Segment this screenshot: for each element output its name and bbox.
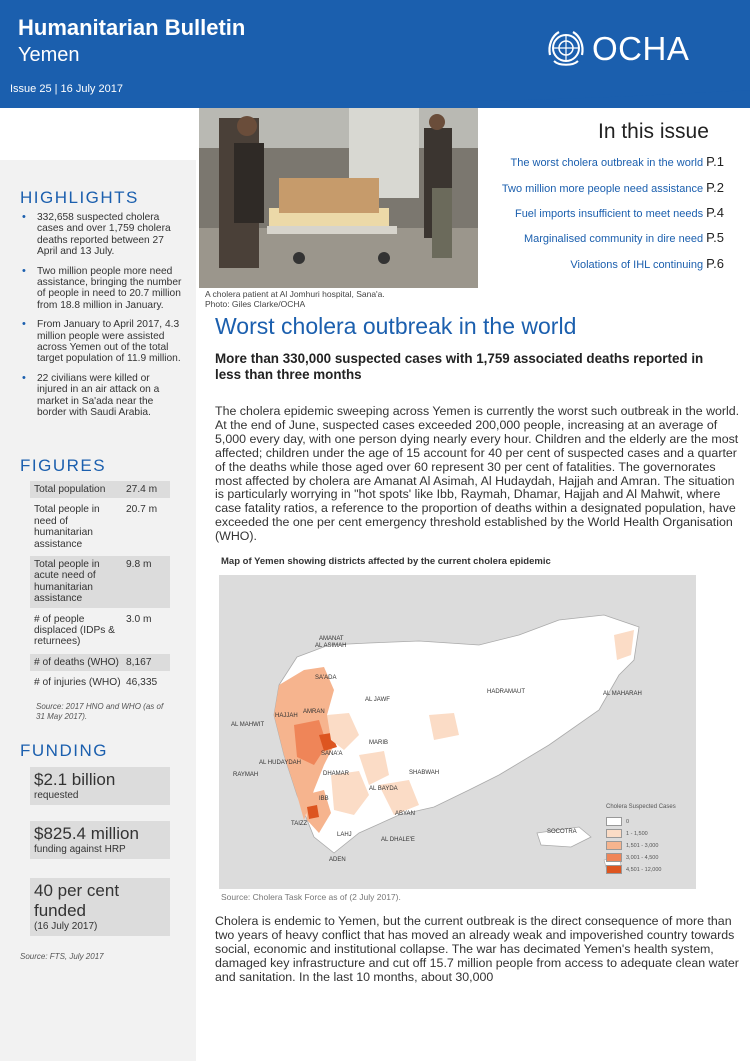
issue-link-page: P.5 [706, 230, 724, 245]
map-label: SHABWAH [409, 770, 440, 776]
issue-link-label: Fuel imports insufficient to meet needs [514, 208, 704, 220]
legend-range: 1 - 1,500 [626, 830, 648, 837]
issue-link-fuel[interactable] [515, 205, 724, 220]
map-label: ADEN [329, 857, 346, 863]
issue-link-page: P.6 [706, 256, 724, 271]
table-row [30, 556, 170, 608]
highlights-list [20, 212, 182, 427]
funding-caption: funding against HRP [34, 844, 126, 855]
legend-swatch [606, 853, 622, 862]
legend-swatch [606, 817, 622, 826]
map-label: LAHJ [337, 832, 352, 838]
in-this-issue-heading: In this issue [598, 120, 709, 143]
cholera-patient-photo [199, 108, 478, 288]
map-label: AL BAYDA [369, 786, 398, 792]
figure-label: Total people in acute need of humanitarian assistance [34, 559, 100, 605]
table-row [30, 501, 170, 553]
highlights-heading: HIGHLIGHTS [20, 188, 139, 207]
un-emblem-icon [545, 27, 587, 69]
legend-range: 1,501 - 3,000 [626, 842, 659, 849]
funding-amount: $2.1 billion [34, 770, 116, 789]
issue-link-page: P.4 [706, 205, 724, 220]
table-row [30, 611, 170, 651]
funding-amount: 40 per cent funded [34, 881, 120, 920]
map-label: AL ASIMAH [315, 643, 347, 649]
figure-value: 20.7 m [126, 504, 158, 516]
funding-requested-box [30, 767, 170, 805]
legend-range: 3,001 - 4,500 [626, 854, 659, 861]
issue-link-marginalised[interactable] [524, 230, 724, 245]
legend-range: 0 [626, 818, 630, 825]
funding-amount: $825.4 million [34, 824, 139, 843]
legend-item [606, 853, 658, 862]
map-label: AL DHALE'E [381, 837, 415, 843]
list-item: • 332,658 suspected cholera cases and over 1,759 cholera deaths reported between 27 April and 13 July. [20, 212, 182, 258]
figure-label: Total population [34, 484, 106, 495]
ocha-logo-text: OCHA [592, 30, 690, 67]
legend-item [606, 829, 648, 838]
issue-link-cholera[interactable] [510, 154, 724, 169]
funding-caption: (16 July 2017) [34, 921, 98, 932]
funding-source: Source: FTS, July 2017 [20, 952, 104, 961]
issue-link-label: Violations of IHL continuing [570, 259, 704, 271]
map-legend-title: Cholera Suspected Cases [606, 804, 676, 810]
table-row [30, 481, 170, 498]
photo-caption [205, 289, 465, 309]
figure-value: 9.8 m [126, 559, 152, 571]
map-source: Source: Cholera Task Force as of (2 July 2017). [221, 892, 401, 902]
issue-link-page: P.2 [706, 180, 724, 195]
funding-received-box [30, 821, 170, 859]
bulletin-title: Humanitarian Bulletin [18, 15, 246, 40]
legend-item [606, 841, 658, 850]
map-label: AMRAN [303, 709, 325, 715]
article-paragraph: The cholera epidemic sweeping across Yemen is currently the worst such outbreak in the world. At the end of June, suspected cases exceeded 200,000 people, increasing at an average of 5,000 every day, with one person dying nearly every hour. Children and the elderly are the most affected; children under the age of 15 account for 40 per cent of suspected cases and a quarter of the deaths while those aged over 60 represent 30 per cent of fatalities. The governorates most affected by cholera are Amanat Al Asimah, Al Hudaydah, Hajjah and Amran. The situation is particularly worrying in "hot spots' like Ibb, Raymah, Dhamar, Hajjah and Al Mahwit, where case fatality ratios, a reference to the proportion of deaths within a designated population, have exceeded the one per cent emergency threshold established by the World Health Organisation (WHO). [215, 404, 740, 544]
map-label: SA'ADA [315, 675, 337, 681]
figure-label: # of injuries (WHO) [34, 677, 121, 689]
cholera-map [219, 575, 696, 889]
map-label: HADRAMAUT [487, 689, 526, 695]
map-label: IBB [319, 796, 329, 802]
figure-value: 46,335 [126, 677, 158, 689]
photo-credit: Photo: Giles Clarke/OCHA [205, 299, 306, 309]
issue-number: Issue 25 | 16 July 2017 [10, 83, 123, 95]
figure-value: 3.0 m [126, 613, 152, 625]
figure-label: Total people in need of humanitarian assistance [34, 504, 100, 550]
list-item: • Two million people more need assistance, bringing the number of people in need to 20.7 million from 18.8 million in January. [20, 266, 182, 312]
article-title: Worst cholera outbreak in the world [215, 313, 577, 339]
issue-link-ihl[interactable] [570, 256, 724, 271]
issue-link-page: P.1 [706, 154, 724, 169]
map-label: AL HUDAYDAH [259, 760, 302, 766]
funding-caption: requested [34, 790, 79, 801]
map-label: DHAMAR [323, 771, 350, 777]
legend-range: 4,501 - 12,000 [626, 866, 662, 873]
map-label: RAYMAH [233, 772, 259, 778]
legend-item [606, 817, 629, 826]
list-item: • 22 civilians were killed or injured in an air attack on a market in Sa'ada near the border with Saudi Arabia. [20, 373, 182, 419]
issue-link-label: The worst cholera outbreak in the world [510, 157, 704, 169]
map-label: HAJJAH [275, 713, 298, 719]
article-paragraph: Cholera is endemic to Yemen, but the current outbreak is the direct consequence of more than two years of heavy conflict that has moved an already weak and impoverished country towards social, economic and institutional collapse. The war has decimated Yemen's health system, damaged key infrastructure and cut off 15.7 million people from access to adequate clean water and sanitation. In the last 10 months, about 30,000 [215, 914, 739, 984]
map-title: Map of Yemen showing districts affected by the current cholera epidemic [221, 556, 551, 567]
issue-link-label: Marginalised community in dire need [523, 233, 704, 245]
list-item: • From January to April 2017, 4.3 million people were assisted across Yemen out of the total target population of 11.9 million. [20, 319, 182, 365]
map-label: SANA'A [321, 751, 343, 757]
figures-table [30, 481, 170, 695]
map-label: MARIB [369, 740, 389, 746]
figure-label: # of deaths (WHO) [34, 656, 119, 668]
map-label: ABYAN [395, 811, 415, 817]
map-label: SOCOTRA [547, 829, 577, 835]
map-label: AL MAHWIT [231, 722, 265, 728]
funding-heading: FUNDING [20, 741, 108, 760]
bulletin-country: Yemen [18, 44, 80, 66]
issue-link-label: Two million more people need assistance [501, 183, 704, 195]
figure-label: # of people displaced (IDPs & returnees) [34, 613, 115, 648]
table-row [30, 654, 170, 671]
legend-swatch [606, 841, 622, 850]
figures-source: Source: 2017 HNO and WHO (as of 31 May 2017). [36, 702, 164, 721]
map-label: TAIZZ [291, 821, 308, 827]
legend-swatch [606, 829, 622, 838]
figures-heading: FIGURES [20, 456, 107, 475]
legend-swatch [606, 865, 622, 874]
map-label: AL MAHARAH [603, 691, 642, 697]
funding-percent-box [30, 878, 170, 936]
issue-link-assistance[interactable] [502, 180, 724, 195]
map-label: AMANAT [319, 636, 344, 642]
figure-value: 8,167 [126, 656, 152, 668]
article-subtitle: More than 330,000 suspected cases with 1,759 associated deaths reported in less than three months [215, 351, 704, 382]
figure-value: 27.4 m [126, 484, 158, 495]
legend-item [606, 865, 661, 874]
map-label: AL JAWF [365, 697, 390, 703]
photo-caption-line: A cholera patient at Al Jomhuri hospital, Sana'a. [205, 289, 385, 299]
table-row [30, 674, 170, 691]
photo-illustration [199, 108, 478, 288]
